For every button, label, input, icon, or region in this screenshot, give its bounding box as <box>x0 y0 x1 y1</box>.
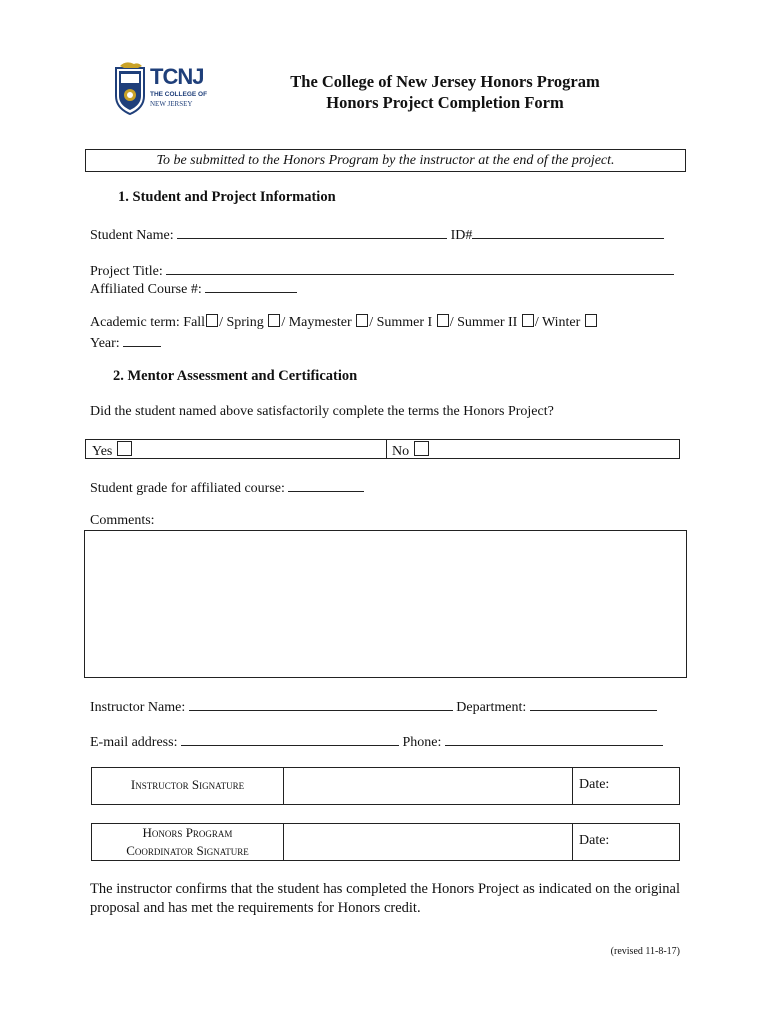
student-name-field[interactable] <box>177 225 447 239</box>
coordinator-signature-field[interactable] <box>285 825 571 859</box>
department-field[interactable] <box>530 697 657 711</box>
confirmation-statement: The instructor confirms that the student has completed the Honors Project as indicated on the original proposal and has met the requirements for Honors credit. <box>90 881 680 916</box>
term-maymester-checkbox[interactable] <box>356 314 368 327</box>
term-winter-checkbox[interactable] <box>585 314 597 327</box>
email-label: E-mail address: <box>90 735 178 750</box>
instructor-date-label: Date: <box>579 777 610 792</box>
term-maymester-label: / Maymester <box>281 315 352 330</box>
term-summer-1-label: / Summer I <box>369 315 433 330</box>
section-2-heading: 2. Mentor Assessment and Certification <box>113 368 358 384</box>
year-label: Year: <box>90 336 120 351</box>
grade-field[interactable] <box>288 478 364 492</box>
no-checkbox[interactable] <box>414 441 429 456</box>
yes-cell <box>92 441 133 460</box>
submission-banner: To be submitted to the Honors Program by the instructor at the end of the project. <box>85 149 686 172</box>
logo-wordmark: TCNJ <box>150 64 204 89</box>
term-spring-checkbox[interactable] <box>268 314 280 327</box>
grade-label: Student grade for affiliated course: <box>90 481 285 496</box>
affiliated-course-label: Affiliated Course #: <box>90 282 202 297</box>
page-subtitle: Honors Project Completion Form <box>326 93 564 112</box>
revision-note: (revised 11-8-17) <box>610 946 680 957</box>
id-field[interactable] <box>472 225 664 239</box>
instructor-signature-table <box>91 767 680 805</box>
completion-question: Did the student named above satisfactorily complete the terms the Honors Project? <box>90 404 554 419</box>
term-spring-label: / Spring <box>219 315 264 330</box>
term-fall-checkbox[interactable] <box>206 314 218 327</box>
yes-no-divider <box>386 440 387 458</box>
year-field[interactable] <box>123 333 161 347</box>
project-title-row <box>90 261 674 280</box>
yes-label: Yes <box>92 444 113 459</box>
tcnj-logo <box>108 62 208 120</box>
phone-label: Phone: <box>402 735 442 750</box>
affiliated-course-row <box>90 279 297 298</box>
project-title-label: Project Title: <box>90 264 163 279</box>
student-name-label: Student Name: <box>90 228 174 243</box>
phone-field[interactable] <box>445 732 663 746</box>
instructor-name-field[interactable] <box>189 697 453 711</box>
year-row <box>90 333 161 352</box>
logo-subtitle: THE COLLEGE OF <box>150 91 208 98</box>
yes-checkbox[interactable] <box>117 441 132 456</box>
project-title-field[interactable] <box>166 261 674 275</box>
no-cell <box>392 441 430 460</box>
comments-textarea[interactable] <box>84 530 687 678</box>
grade-row <box>90 478 364 497</box>
instructor-name-label: Instructor Name: <box>90 700 186 715</box>
logo-subtitle-2: NEW JERSEY <box>150 100 193 108</box>
instructor-row <box>90 697 657 716</box>
coordinator-signature-table <box>91 823 680 861</box>
comments-label: Comments: <box>90 513 155 528</box>
coordinator-signature-label-2: Coordinator Signature <box>126 843 249 858</box>
coordinator-date-label: Date: <box>579 833 610 848</box>
no-label: No <box>392 444 410 459</box>
affiliated-course-field[interactable] <box>205 279 297 293</box>
id-label: ID# <box>450 228 473 243</box>
instructor-signature-label: Instructor Signature <box>130 777 245 792</box>
term-summer-1-checkbox[interactable] <box>437 314 449 327</box>
student-name-row <box>90 225 664 244</box>
email-field[interactable] <box>181 732 399 746</box>
academic-term-row <box>90 314 598 331</box>
yes-no-table <box>85 439 680 459</box>
page-title: The College of New Jersey Honors Program <box>290 72 600 91</box>
sig-divider-2 <box>572 768 573 804</box>
section-1-heading: 1. Student and Project Information <box>118 189 336 205</box>
sig-divider-4 <box>572 824 573 860</box>
department-label: Department: <box>456 700 527 715</box>
term-summer-2-checkbox[interactable] <box>522 314 534 327</box>
term-fall-label: Fall <box>183 315 206 330</box>
contact-row <box>90 732 663 751</box>
term-winter-label: / Winter <box>534 315 581 330</box>
instructor-signature-field[interactable] <box>285 769 571 803</box>
academic-term-label: Academic term: <box>90 315 180 330</box>
term-summer-2-label: / Summer II <box>449 315 518 330</box>
coordinator-signature-label-1: Honors Program <box>142 825 233 840</box>
